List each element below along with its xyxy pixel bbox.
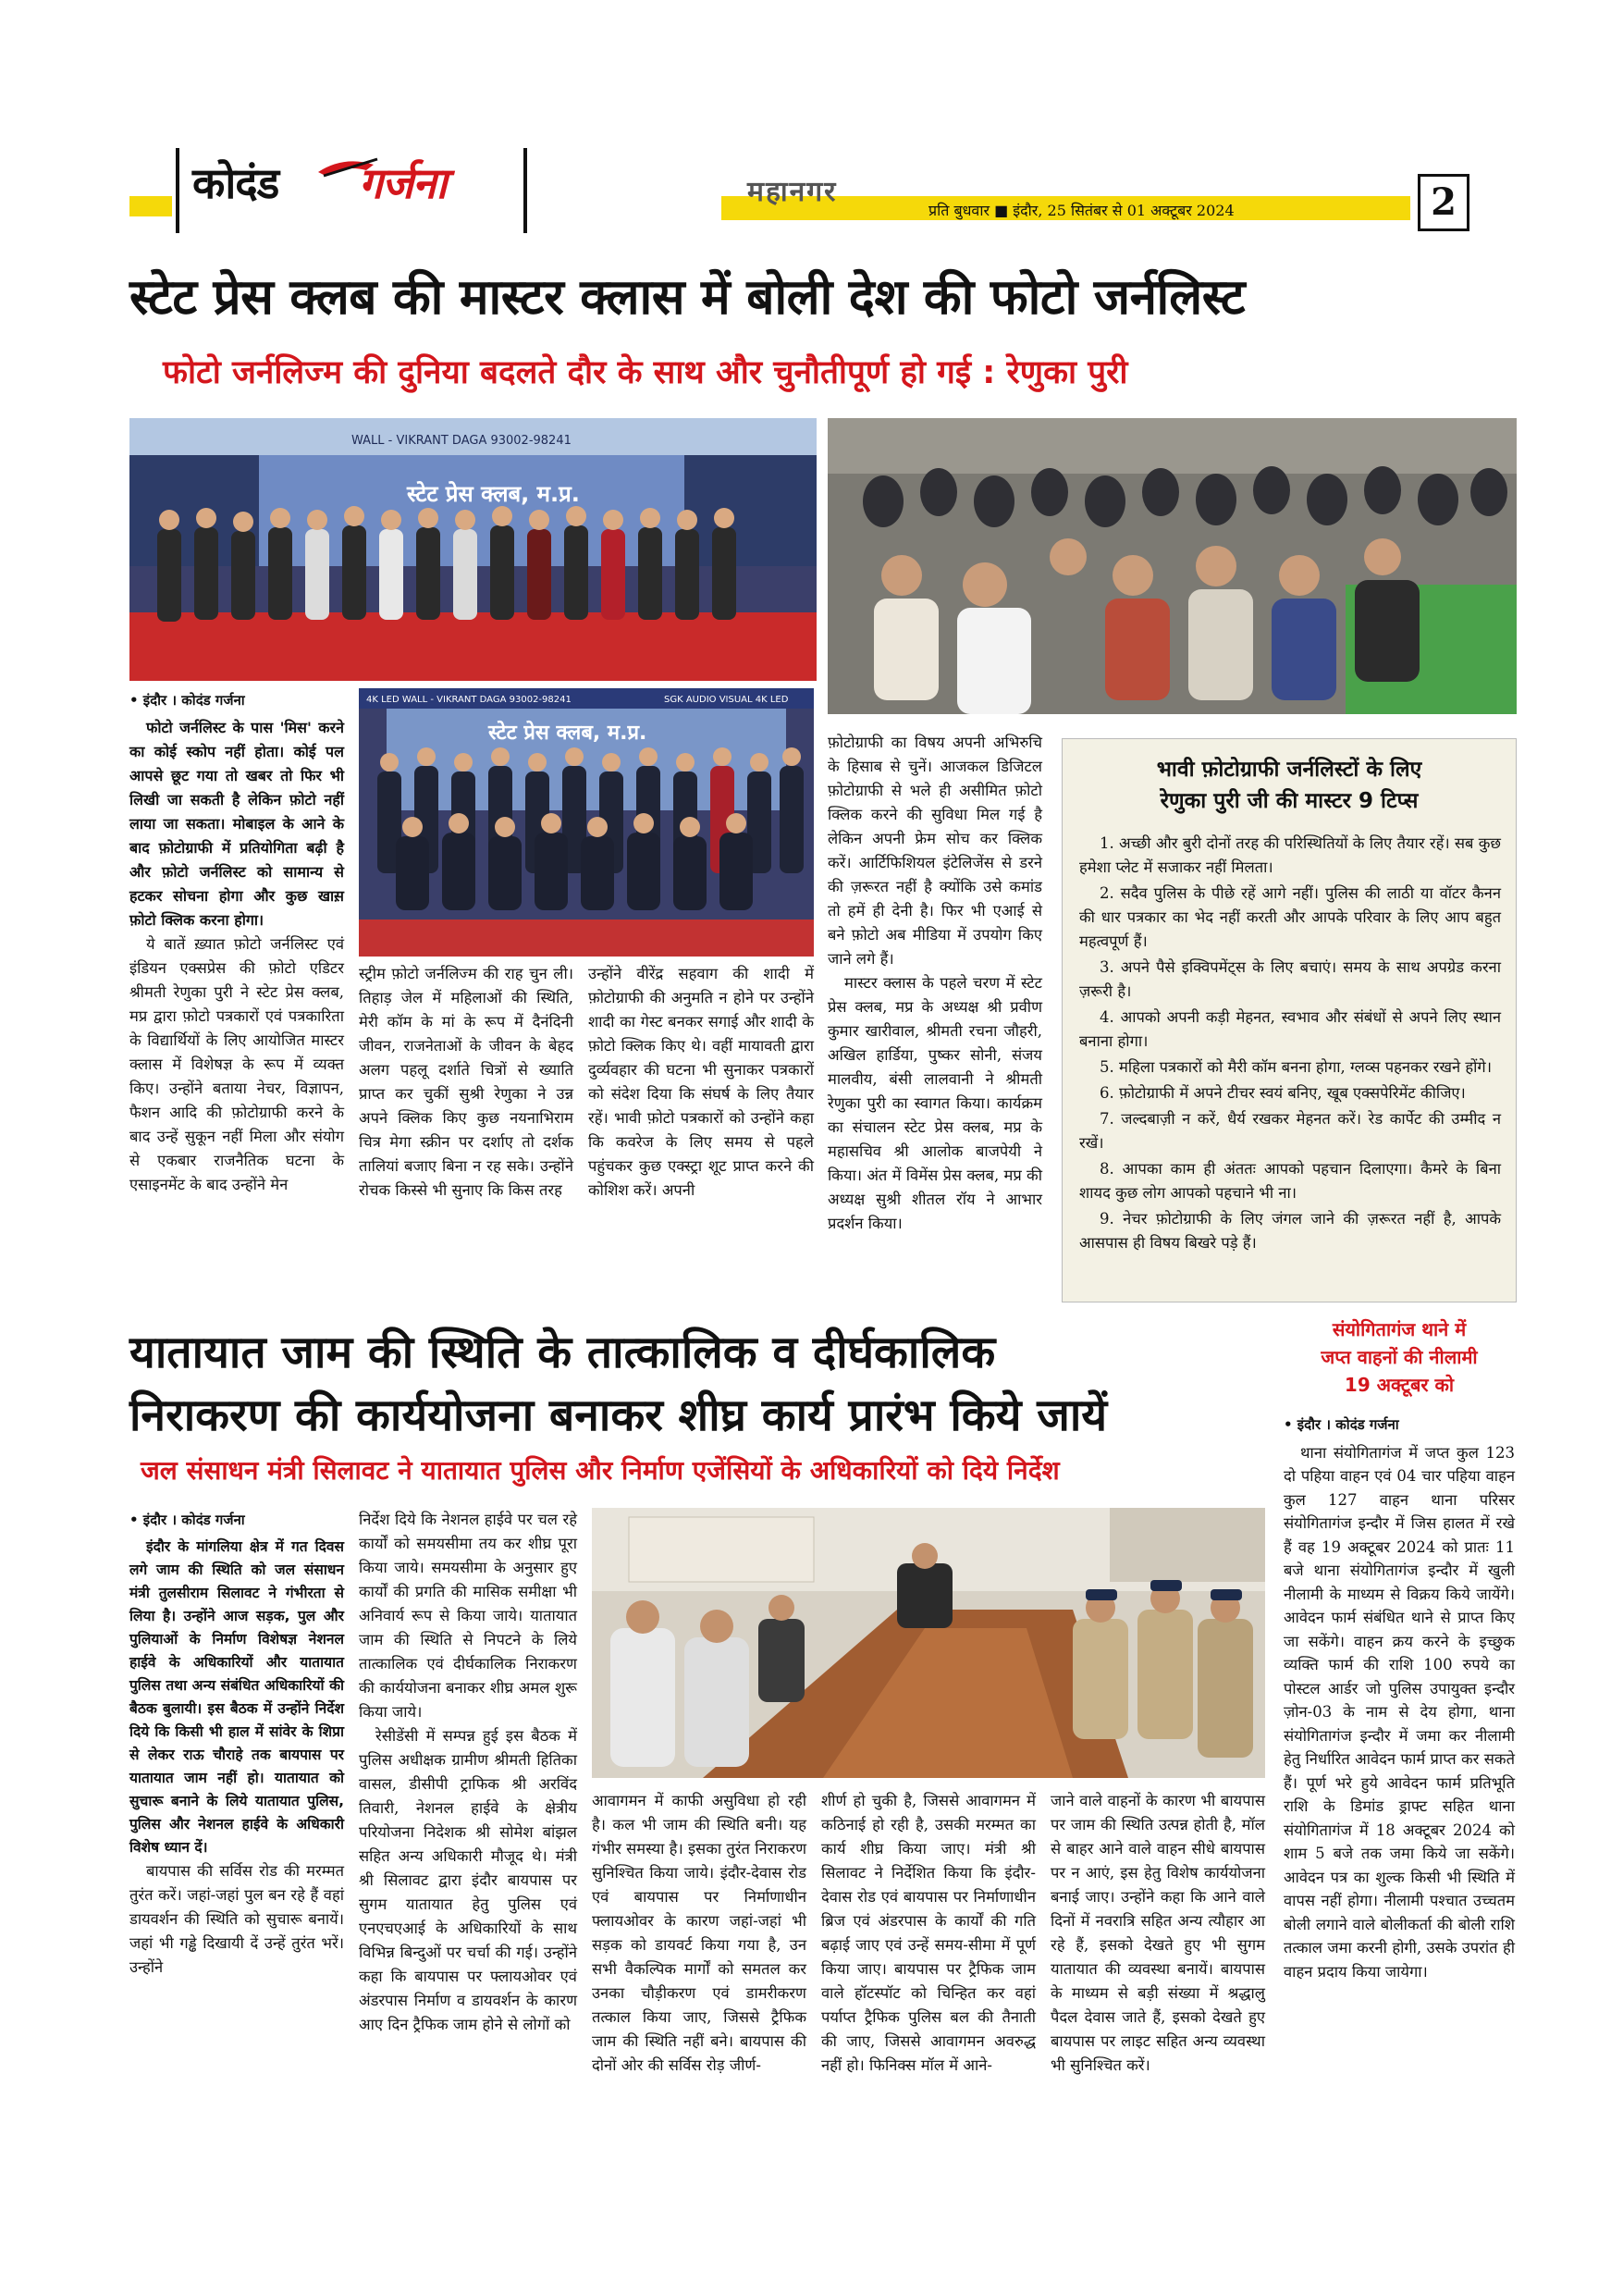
tip-item: 4. आपको अपनी कड़ी मेहनत, स्वभाव और संबंधों से अपने लिए स्थान बनाना होगा। bbox=[1079, 1008, 1501, 1050]
story3-column bbox=[1284, 1413, 1515, 1983]
story2-col2-text: निर्देश दिये कि नेशनल हाईवे पर चल रहे कार्यों को समयसीमा तय कर शीघ्र पूरा किया जाये। समयसीमा के अनुसार हुए कार्यों की प्रगति की मासिक समीक्षा भी अनिवार्य रूप से किया जाये। यातायात जाम की स्थिति से निपटने के लिये तात्कालिक एवं दीर्घकालिक निराकरण की कार्ययोजना बनाकर शीघ्र अमल शुरू किया जाये। bbox=[359, 1511, 577, 1721]
masthead-band-left bbox=[129, 196, 172, 216]
tip-item: 8. आपका काम ही अंततः आपको पहचान दिलाएगा। कैमरे के बिना शायद कुछ लोग आपको पहचाने भी ना। bbox=[1079, 1160, 1501, 1202]
story3-headline-line1: संयोगितागंज थाने में bbox=[1332, 1318, 1467, 1340]
photo1-banner: स्टेट प्रेस क्लब, म.प्र. bbox=[407, 481, 580, 507]
tip-item: 7. जल्दबाज़ी न करें, धैर्य रखकर मेहनत करें। रेड कार्पेट की उम्मीद न रखें। bbox=[1079, 1110, 1501, 1152]
audience-photo bbox=[828, 418, 1517, 714]
story1-column-2 bbox=[359, 962, 573, 1203]
tip-item: 2. सदैव पुलिस के पीछे रहें आगे नहीं। पुलिस की लाठी या वॉटर कैनन की धार पत्रकार का भेद नहीं करती और आपके परिवार के लिए आप बहुत महत्वपूर्ण हैं। bbox=[1079, 884, 1501, 950]
story1-col4b-text: मास्टर क्लास के पहले चरण में स्टेट प्रेस क्लब, मप्र के अध्यक्ष श्री प्रवीण कुमार खारीवाल, श्रीमती रचना जौहरी, अखिल हार्डिया, पुष्कर सोनी, संजय मालवीय, बंसी लालवानी ने श्रीमती रेणुका पुरी का स्वागत किया। कार्यक्रम का संचालन स्टेट प्रेस क्लब, मप्र के महासचिव श्री आलोक बाजपेयी ने किया। अंत में विमेंस प्रेस क्लब, मप्र की अध्यक्ष सुश्री शीतल रॉय ने आभार प्रदर्शन किया। bbox=[828, 974, 1042, 1232]
story2-col1-text: बायपास की सर्विस रोड की मरम्मत तुरंत करें। जहां-जहां पुल बन रहे हैं वहां डायवर्शन की स्थिति को सुचारू बनायें। जहां भी गड्ढे दिखायी दें उन्हें तुरंत भरें। उन्होंने bbox=[129, 1862, 344, 1976]
story1-column-4 bbox=[828, 731, 1042, 1236]
tip-item: 5. महिला पत्रकारों को मैरी कॉम बनना होगा, ग्लव्स पहनकर रखने होंगे। bbox=[1100, 1058, 1492, 1076]
story2-column-5 bbox=[1051, 1789, 1265, 2078]
tips-title-line1: भावी फ़ोटोग्राफी जर्नलिस्टों के लिए bbox=[1156, 758, 1422, 782]
story1-column-3 bbox=[588, 962, 814, 1203]
story2-column-3 bbox=[592, 1789, 806, 2078]
page-number: 2 bbox=[1418, 174, 1469, 231]
logo-word-kodand: कोदंड bbox=[192, 158, 279, 208]
story3-body: थाना संयोगितागंज में जप्त कुल 123 दो पहिया वाहन एवं 04 चार पहिया वाहन कुल 127 वाहन थाना परिसर संयोगितागंज इन्दौर में जिस हालत में रखे हैं वह 19 अक्टूबर 2024 को प्रातः 11 बजे थाना संयोगितागंज इन्दौर में खुली नीलामी के माध्यम से विक्रय किये जायेंगे। आवेदन फार्म संबंधित थाने से प्राप्त किए जा सकेंगे। वाहन क्रय करने के इच्छुक व्यक्ति फार्म की राशि 100 रुपये का पोस्टल आर्डर जो पुलिस उपायुक्त इन्दौर ज़ोन-03 के नाम से देय होगा, थाना संयोगितागंज इन्दौर में जमा कर नीलामी हेतु निर्धारित आवेदन फार्म प्राप्त कर सकते हैं। पूर्ण भरे हुये आवेदन फार्म प्रतिभूति राशि के डिमांड ड्राफ्ट सहित थाना संयोगितागंज में 18 अक्टूबर 2024 को शाम 5 बजे तक जमा किये जा सकेंगे। आवेदन पत्र का शुल्क किसी भी स्थिति में वापस नहीं होगा। नीलामी पश्चात उच्चतम बोली लगाने वाले बोलीकर्ता की बोली राशि तत्काल जमा करनी होगी, उसके उपरांत ही वाहन प्रदाय किया जायेगा। bbox=[1284, 1443, 1515, 1981]
story2-lead-column bbox=[129, 1508, 344, 1980]
story2-col3-text: आवागमन में काफी असुविधा हो रही है। कल भी जाम की स्थिति बनी। यह गंभीर समस्या है। इसका तुरंत निराकरण सुनिश्चित किया जाये। इंदौर-देवास रोड एवं बायपास पर निर्माणाधीन फ्लायओवर के कारण जहां-जहां भी सड़क को डायवर्ट किया गया है, उन सभी वैकल्पिक मार्गों को समतल कर उनका चौड़ीकरण एवं डामरीकरण तत्काल किया जाए, जिससे ट्रैफिक जाम की स्थिति नहीं बने। बायपास की दोनों ओर की सर्विस रोड़ जीर्ण- bbox=[592, 1792, 806, 2074]
story3-headline-line3: 19 अक्टूबर को bbox=[1344, 1374, 1455, 1396]
masthead-rule-right bbox=[523, 148, 527, 233]
logo-word-garjana: गर्जना bbox=[359, 158, 447, 208]
story1-col3-text: उन्होंने वीरेंद्र सहवाग की शादी में फ़ोटोग्राफी की अनुमति न होने पर उन्होंने शादी का गेस्ट बनकर सगाई और शादी के फ़ोटो क्लिक किए थे। वहीं मायावती द्वारा दुर्व्यवहार की घटना भी सुनाकर पत्रकारों को संदेश दिया कि संघर्ष के लिए तैयार रहें। भावी फ़ोटो पत्रकारों को उन्होंने कहा कि कवरेज के लिए समय से पहले पहुंचकर कुछ एक्स्ट्रा शूट प्राप्त करने की कोशिश करें। अपनी bbox=[588, 965, 814, 1199]
story2-column-2 bbox=[359, 1508, 577, 2037]
story1-dateline: • इंदौर । कोदंड गर्जना bbox=[129, 692, 245, 709]
story3-dateline: • इंदौर । कोदंड गर्जना bbox=[1284, 1416, 1399, 1433]
story2-col4-text: शीर्ण हो चुकी है, जिससे आवागमन में कठिनाई हो रही है, उसकी मरम्मत का कार्य शीघ्र किया जाए। मंत्री श्री सिलावट ने निर्देशित किया कि इंदौर-देवास रोड एवं बायपास पर निर्माणाधीन ब्रिज एवं अंडरपास के कार्यों की गति बढ़ाई जाए एवं उन्हें समय-सीमा में पूर्ण किया जाए। बायपास पर ट्रैफिक जाम वाले हॉटस्पॉट को चिन्हित कर वहां पर्याप्त ट्रैफिक पुलिस बल की तैनाती की जाए, जिससे आवागमन अवरुद्ध नहीं हो। फिनिक्स मॉल में आने- bbox=[821, 1792, 1036, 2074]
tip-item: 1. अच्छी और बुरी दोनों तरह की परिस्थितियों के लिए तैयार रहें। सब कुछ हमेशा प्लेट में सजाकर नहीं मिलता। bbox=[1079, 834, 1501, 876]
story2-col2b-text: रेसीडेंसी में सम्पन्न हुई इस बैठक में पुलिस अधीक्षक ग्रामीण श्रीमती हितिका वासल, डीसीपी ट्राफिक श्री अरविंद तिवारी, नेशनल हाईवे के क्षेत्रीय परियोजना निदेशक श्री सोमेश बांझल सहित अन्य अधिकारी मौजूद थे। मंत्री श्री सिलावट द्वारा इंदौर बायपास पर सुगम यातायात हेतु पुलिस एवं एनएचएआई के अधिकारियों के साथ विभिन्न बिन्दुओं पर चर्चा की गई। उन्होंने कहा कि बायपास पर फ्लायओवर एवं अंडरपास निर्माण व डायवर्शन के कारण आए दिन ट्रैफिक जाम होने से लोगों को bbox=[359, 1727, 577, 2033]
tip-item: 9. नेचर फ़ोटोग्राफी के लिए जंगल जाने की ज़रूरत नहीं है, आपके आसपास ही विषय बिखरे पड़े हैं। bbox=[1079, 1210, 1501, 1252]
story2-col5-text: जाने वाले वाहनों के कारण भी बायपास पर जाम की स्थिति उत्पन्न होती है, मॉल से बाहर आने वाले वाहन सीधे बायपास पर न आएं, इस हेतु विशेष कार्ययोजना बनाई जाए। उन्होंने कहा कि आने वाले दिनों में नवरात्रि सहित अन्य त्यौहार आ रहे हैं, इसको देखते हुए भी सुगम यातायात की व्यवस्था बनायें। बायपास के माध्यम से बड़ी संख्या में श्रद्धालु पैदल देवास जाते हैं, इसको देखते हुए बायपास पर लाइट सहित अन्य व्यवस्था भी सुनिश्चित करें। bbox=[1051, 1792, 1265, 2074]
photo3-led-strip: 4K LED WALL - VIKRANT DAGA 93002-98241 bbox=[366, 695, 572, 705]
story2-column-4 bbox=[821, 1789, 1036, 2078]
story3-headline-line2: जप्त वाहनों की नीलामी bbox=[1321, 1346, 1478, 1368]
tip-item: 3. अपने पैसे इक्विपमेंट्स के लिए बचाएं। समय के साथ अपग्रेड करना ज़रूरी है। bbox=[1079, 958, 1501, 1000]
story1-lead: फोटो जर्नलिस्ट के पास 'मिस' करने का कोई स्कोप नहीं होता। कोई पल आपसे छूट गया तो खबर तो फिर भी लिखी जा सकती है लेकिन फ़ोटो नहीं लाया जा सकता। मोबाइल के आने के बाद फ़ोटोग्राफी में प्रतियोगिता बढ़ी है और फ़ोटो जर्नलिस्ट को सामान्य से हटकर सोचना होगा और कुछ खास़ फ़ोटो क्लिक करना होगा। bbox=[129, 719, 344, 929]
meeting-photo bbox=[592, 1508, 1265, 1778]
story2-subhead: जल संसाधन मंत्री सिलावट ने यातायात पुलिस और निर्माण एजेंसियों के अधिकारियों को दिये निर्देश bbox=[141, 1455, 1060, 1486]
students-group-photo bbox=[359, 688, 814, 957]
issue-dateline: प्रति बुधवार ■ इंदौर, 25 सितंबर से 01 अक्टूबर 2024 bbox=[928, 202, 1235, 219]
story1-col1-text: ये बातें ख़्यात फ़ोटो जर्नलिस्ट एवं इंडियन एक्सप्रेस की फ़ोटो एडिटर श्रीमती रेणुका पुरी ने स्टेट प्रेस क्लब, मप्र द्वारा फ़ोटो पत्रकारों एवं पत्रकारिता के विद्यार्थियों के लिए आयोजित मास्टर क्लास में विशेषज्ञ के रूप में व्यक्त किए। उन्होंने बताया नेचर, विज्ञापन, फैशन आदि की फ़ोटोग्राफी करने के बाद उन्हें सुकून नहीं मिला और संयोग से एकबार राजनैतिक घटना के एसाइनमेंट के बाद उन्होंने मेन bbox=[129, 935, 344, 1193]
story2-lead: इंदौर के मांगलिया क्षेत्र में गत दिवस लगे जाम की स्थिति को जल संसाधन मंत्री तुलसीराम सिलावट ने गंभीरता से लिया है। उन्होंने आज सड़क, पुल और पुलियाओं के निर्माण विशेषज्ञ नेशनल हाईवे के अधिकारियों और यातायात पुलिस तथा अन्य संबंधित अधिकारियों की बैठक बुलायी। इस बैठक में उन्होंने निर्देश दिये कि किसी भी हाल में सांवेर के शिप्रा से लेकर राऊ चौराहे तक बायपास पर यातायात जाम नहीं हो। यातायात को सुचारू बनाने के लिये यातायात पुलिस, पुलिस और नेशनल हाईवे के अधिकारी विशेष ध्यान दें। bbox=[129, 1538, 344, 1856]
story1-headline: स्टेट प्रेस क्लब की मास्टर क्लास में बोली देश की फोटो जर्नलिस्ट bbox=[129, 269, 1246, 326]
story1-col2-text: स्ट्रीम फ़ोटो जर्नलिज्म की राह चुन ली। तिहाड़ जेल में महिलाओं की स्थिति, मेरी कॉम के मां के रूप में दैनंदिनी जीवन, राजनेताओं के जीवन के बेहद अलग पहलू दर्शाते चित्रों से ख्याति प्राप्त कर चुकीं सुश्री रेणुका ने उन्न अपने क्लिक किए कुछ नयनाभिराम चित्र मेगा स्क्रीन पर दर्शाए तो दर्शक तालियां बजाए बिना न रह सके। उन्होंने रोचक किस्से भी सुनाए कि किस तरह bbox=[359, 965, 573, 1199]
tips-title bbox=[1063, 754, 1516, 817]
photo1-led-strip: WALL - VIKRANT DAGA 93002-98241 bbox=[351, 434, 572, 448]
section-label: महानगर bbox=[747, 176, 838, 208]
story2-dateline: • इंदौर । कोदंड गर्जना bbox=[129, 1512, 245, 1528]
story1-col4-text: फ़ोटोग्राफी का विषय अपनी अभिरुचि के हिसाब से चुनें। आजकल डिजिटल फ़ोटोग्राफी से भले ही असीमित फ़ोटो क्लिक करने की सुविधा मिल गई है लेकिन अपनी फ्रेम सोच कर क्लिक करें। आर्टिफिशियल इंटेलिजेंस से डरने की ज़रूरत नहीं है क्योंकि उसे कमांड तो हमें ही देनी है। फिर भी एआई से बने फ़ोटो अब मीडिया में उपयोग किए जाने लगे हैं। bbox=[828, 734, 1042, 968]
photo3-banner: स्टेट प्रेस क्लब, म.प्र. bbox=[488, 722, 647, 745]
tips-box bbox=[1062, 738, 1517, 1302]
photo3-led-strip-right: SGK AUDIO VISUAL 4K LED bbox=[664, 695, 789, 705]
story1-subhead: फोटो जर्नलिज्म की दुनिया बदलते दौर के साथ और चुनौतीपूर्ण हो गई : रेणुका पुरी bbox=[163, 354, 1128, 391]
story1-lead-column bbox=[129, 688, 344, 1197]
masthead-logo bbox=[176, 146, 527, 229]
story2-headline-line2: निराकरण की कार्ययोजना बनाकर शीघ्र कार्य प्रारंभ किये जायें bbox=[129, 1389, 1108, 1441]
tip-item: 6. फ़ोटोग्राफी में अपने टीचर स्वयं बनिए, खूब एक्सपेरिमेंट कीजिए। bbox=[1100, 1084, 1466, 1102]
story3-headline bbox=[1284, 1315, 1515, 1399]
story2-headline-line1: यातायात जाम की स्थिति के तात्कालिक व दीर्घकालिक bbox=[129, 1327, 996, 1378]
tips-title-line2: रेणुका पुरी जी की मास्टर 9 टिप्स bbox=[1160, 789, 1419, 813]
tips-list bbox=[1079, 832, 1501, 1257]
group-photo-stage bbox=[129, 418, 817, 681]
